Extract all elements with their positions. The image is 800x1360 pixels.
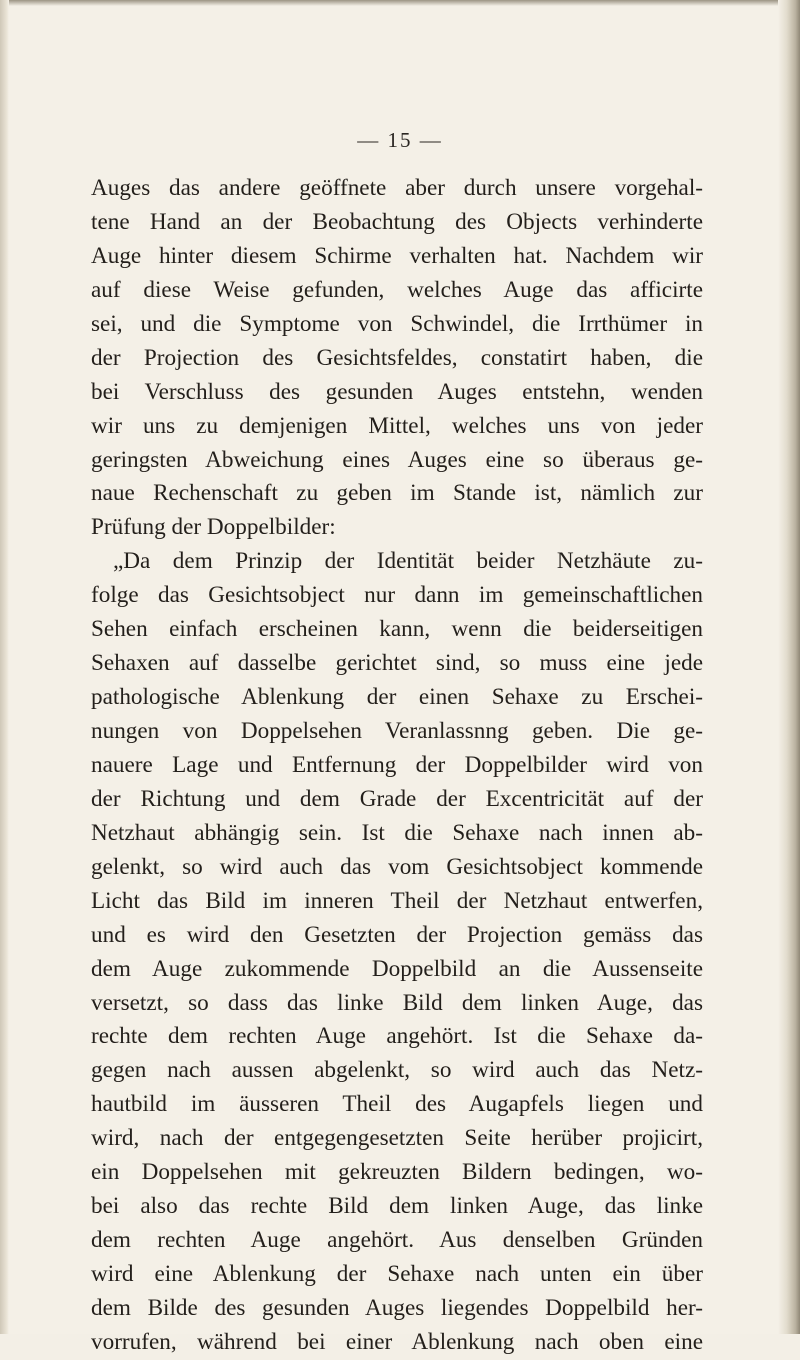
- text-line: folge das Gesichtsobject nur dann im gemeinschaftlichen: [91, 582, 703, 609]
- text-line: bei also das rechte Bild dem linken Auge, das linke: [91, 1193, 703, 1220]
- text-line: bei Verschluss des gesunden Auges entstehn, wenden: [91, 378, 703, 405]
- text-line: dem Auge zukommende Doppelbild an die Aussenseite: [91, 955, 703, 982]
- text-line: der Projection des Gesichtsfeldes, constatirt haben, die: [91, 344, 703, 371]
- text-line: Sehaxen auf dasselbe gerichtet sind, so muss eine jede: [91, 650, 703, 677]
- text-line: geringsten Abweichung eines Auges eine so überaus ge-: [91, 446, 703, 473]
- text-line: nauere Lage und Entfernung der Doppelbilder wird von: [91, 751, 703, 778]
- text-line: vorrufen, während bei einer Ablenkung nach oben eine: [91, 1328, 703, 1355]
- text-line: und es wird den Gesetzten der Projection gemäss das: [91, 921, 703, 948]
- text-line: hautbild im äusseren Theil des Augapfels liegen und: [91, 1091, 703, 1118]
- text-line: wird eine Ablenkung der Sehaxe nach unten ein über: [91, 1261, 703, 1287]
- text-line: Auges das andere geöffnete aber durch unsere vorgehal-: [91, 175, 703, 201]
- page-number: — 15 —: [357, 128, 443, 152]
- text-line: tene Hand an der Beobachtung des Objects verhinderte: [91, 208, 703, 235]
- text-line: pathologische Ablenkung der einen Sehaxe zu Erschei-: [91, 684, 703, 711]
- body-text: [91, 172, 703, 1360]
- text-line: Prüfung der Doppelbilder:: [91, 514, 336, 541]
- page-left-edge: [0, 0, 9, 1334]
- text-line: dem rechten Auge angehört. Aus denselben Gründen: [91, 1227, 703, 1254]
- text-line: rechte dem rechten Auge angehört. Ist die Sehaxe da-: [91, 1023, 703, 1050]
- text-line: Netzhaut abhängig sein. Ist die Sehaxe nach innen ab-: [91, 819, 703, 846]
- text-line: gelenkt, so wird auch das vom Gesichtsobject kommende: [91, 853, 703, 880]
- text-line: gegen nach aussen abgelenkt, so wird auch das Netz-: [91, 1057, 703, 1084]
- text-line: nungen von Doppelsehen Veranlassnng geben. Die ge-: [91, 718, 703, 744]
- text-line: der Richtung und dem Grade der Excentricität auf der: [91, 785, 703, 812]
- text-line: auf diese Weise gefunden, welches Auge das afficirte: [91, 276, 703, 303]
- text-line: sei, und die Symptome von Schwindel, die Irrthümer in: [91, 310, 703, 337]
- page-right-edge: [778, 0, 800, 1334]
- text-line: naue Rechenschaft zu geben im Stande ist, nämlich zur: [91, 480, 703, 507]
- text-line: ein Doppelsehen mit gekreuzten Bildern bedingen, wo-: [91, 1159, 703, 1186]
- text-line: versetzt, so dass das linke Bild dem linken Auge, das: [91, 989, 703, 1016]
- text-line: wir uns zu demjenigen Mittel, welches uns von jeder: [91, 412, 703, 439]
- text-line: wird, nach der entgegengesetzten Seite herüber projicirt,: [91, 1125, 703, 1152]
- text-line: Sehen einfach erscheinen kann, wenn die beiderseitigen: [91, 616, 703, 643]
- text-line: dem Bilde des gesunden Auges liegendes Doppelbild her-: [91, 1294, 703, 1321]
- text-line: Auge hinter diesem Schirme verhalten hat. Nachdem wir: [91, 242, 703, 269]
- page-top-shadow: [0, 0, 800, 6]
- text-line: „Da dem Prinzip der Identität beider Netzhäute zu-: [113, 548, 703, 575]
- text-line: Licht das Bild im inneren Theil der Netzhaut entwerfen,: [91, 887, 703, 914]
